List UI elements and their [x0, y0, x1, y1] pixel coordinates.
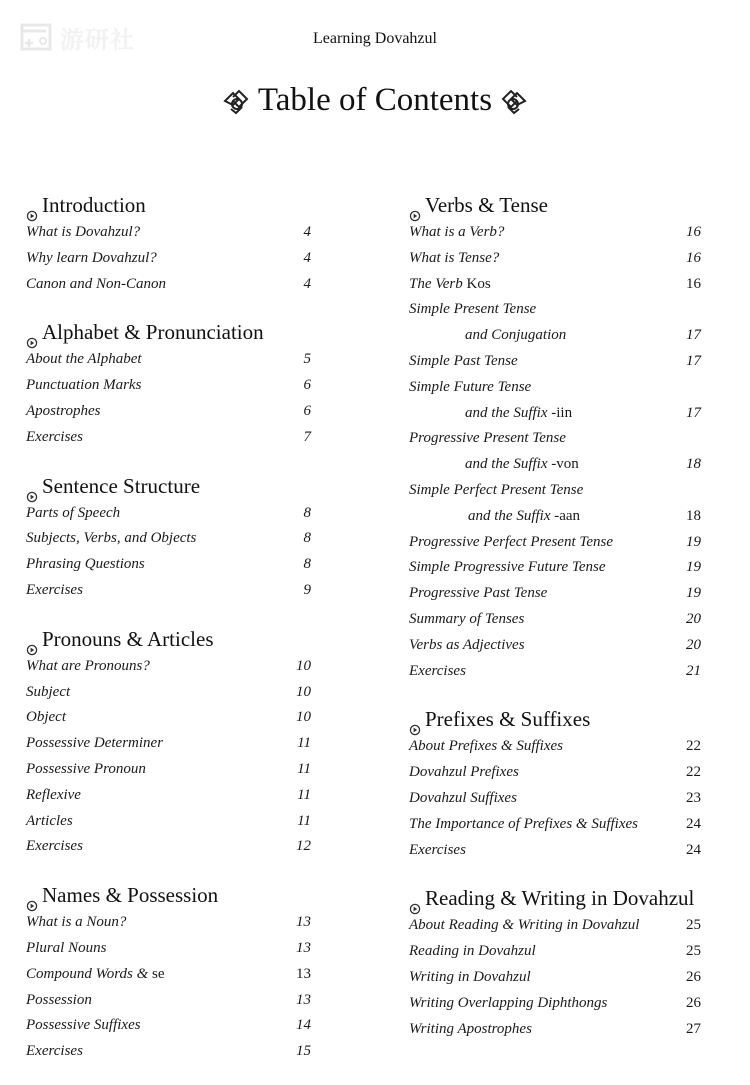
toc-entry[interactable]: [26, 347, 311, 373]
toc-entry-title-segment: Dovahzul Prefixes: [409, 764, 519, 781]
toc-entry-title: [26, 809, 73, 835]
section-heading-text: Prefixes & Suffixes: [425, 707, 591, 732]
toc-entry-page: 18: [686, 507, 701, 524]
play-circle-icon: [26, 200, 38, 212]
toc-entry-title: [26, 680, 70, 706]
toc-entry-title-segment: Possessive Pronoun: [26, 760, 146, 777]
section-heading-text: Pronouns & Articles: [42, 626, 214, 651]
section-heading[interactable]: [409, 883, 701, 913]
toc-entry[interactable]: [409, 760, 701, 786]
toc-entry-title-segment: About the Alphabet: [26, 351, 142, 368]
toc-entry-title: [409, 734, 563, 760]
toc-entry-continuation[interactable]: [409, 504, 701, 530]
toc-entry-title-segment: Apostrophes: [26, 402, 101, 419]
toc-entry-title-segment: and the Suffix: [468, 507, 555, 524]
toc-section: [26, 317, 311, 450]
toc-entry-title-segment: Simple Past Tense: [409, 352, 518, 369]
toc-entry[interactable]: [26, 425, 311, 451]
toc-entry-title-segment: Subject: [26, 683, 71, 700]
toc-entry-title-segment: Simple Perfect Present Tense: [409, 481, 584, 498]
toc-entry[interactable]: [409, 220, 701, 246]
toc-entry[interactable]: [26, 757, 311, 783]
toc-entry-title: [26, 246, 157, 272]
toc-entry-title-segment: Writing Apostrophes: [409, 1020, 532, 1037]
toc-entry-title-segment: Object: [26, 709, 66, 726]
toc-entry-title: [26, 654, 150, 680]
toc-entry-title: [409, 991, 607, 1017]
toc-entry-title-segment: Progressive Present Tense: [409, 430, 566, 447]
toc-entry[interactable]: [409, 991, 701, 1017]
toc-entry-continuation[interactable]: [409, 401, 701, 427]
toc-entry[interactable]: [26, 654, 311, 680]
section-heading-text: Introduction: [42, 193, 146, 217]
toc-entry-title-segment: What is Dovahzul?: [26, 224, 141, 240]
toc-entry-title: [26, 373, 141, 399]
section-heading-text: Verbs & Tense: [425, 193, 548, 217]
toc-section: [409, 883, 701, 1042]
toc-entry-title: [409, 246, 499, 272]
toc-entry[interactable]: [26, 731, 311, 757]
toc-entry-page: 16: [686, 224, 701, 240]
toc-entry-page: 11: [297, 735, 311, 752]
toc-entry[interactable]: [26, 962, 311, 988]
toc-entry[interactable]: [409, 478, 701, 504]
toc-entry-page: 24: [686, 841, 701, 858]
toc-entry-title-segment: Why learn Dovahzul?: [26, 249, 157, 266]
toc-entry-page: 13: [296, 965, 311, 982]
toc-entry-title-segment: Possessive Determiner: [26, 735, 164, 752]
toc-entry-title-segment: Plural Nouns: [26, 939, 107, 956]
toc-entry-page: 18: [686, 456, 701, 473]
toc-entry[interactable]: [409, 786, 701, 812]
watermark-text: 游研社: [60, 25, 135, 54]
toc-entry-title: [409, 323, 566, 349]
toc-entry-page: 17: [686, 404, 701, 421]
toc-entry-continuation[interactable]: [409, 323, 701, 349]
toc-entry-title: [26, 425, 83, 451]
toc-section: [26, 471, 311, 604]
toc-entry-page: 8: [303, 530, 311, 547]
toc-entry-title-segment: About Prefixes & Suffixes: [409, 738, 563, 755]
toc-entry-title: [26, 988, 92, 1014]
toc-entry-page: 24: [686, 815, 701, 832]
toc-entry-title: [409, 838, 466, 864]
toc-entry-title-segment: Progressive Past Tense: [409, 585, 548, 602]
toc-entry-title-segment: Writing Overlapping Diphthongs: [409, 994, 608, 1011]
toc-entry-title-segment: Reading in Dovahzul: [409, 943, 536, 960]
section-heading[interactable]: [26, 624, 311, 654]
toc-entry-title-segment: Parts of Speech: [26, 504, 121, 521]
toc-entry-title-segment: Dovahzul Suffixes: [409, 789, 517, 806]
toc-entry-title: [26, 501, 120, 527]
toc-entry-page: 8: [303, 556, 311, 573]
section-heading[interactable]: [26, 471, 311, 501]
toc-entry-page: 17: [686, 352, 701, 369]
toc-entry-page: 10: [296, 683, 311, 700]
toc-entry[interactable]: [26, 936, 311, 962]
toc-entry-title-segment: Reflexive: [26, 786, 81, 803]
toc-entry-page: 19: [686, 559, 701, 576]
toc-entry-title: [409, 786, 517, 812]
title-row: [0, 82, 750, 119]
toc-entry-title: [409, 452, 579, 478]
toc-entry-title-segment: Exercises: [26, 428, 83, 445]
toc-entry-page: 19: [686, 533, 701, 550]
toc-section: [409, 704, 701, 863]
toc-entry-title-segment: Phrasing Questions: [26, 556, 145, 573]
toc-entry[interactable]: [26, 783, 311, 809]
toc-entry-title: [409, 965, 531, 991]
toc-entry-title-segment: Writing in Dovahzul: [409, 968, 531, 985]
toc-entry-title-segment: The Verb: [409, 275, 467, 292]
toc-entry[interactable]: [26, 373, 311, 399]
toc-entry-title-segment: Compound Words &: [26, 965, 152, 982]
toc-entry-page: 7: [303, 428, 311, 445]
toc-entry-title-segment: Kos: [466, 275, 491, 292]
toc-entry-page: 4: [303, 249, 311, 266]
toc-entry-title: [409, 607, 524, 633]
toc-entry[interactable]: [409, 659, 701, 685]
running-head: Learning Dovahzul: [313, 30, 437, 47]
play-circle-icon: [26, 634, 38, 646]
toc-entry-title-segment: What is a Noun?: [26, 914, 127, 931]
toc-entry-title: [26, 272, 166, 298]
toc-entry-title: [26, 962, 165, 988]
toc-entry[interactable]: [409, 581, 701, 607]
toc-entry-page: 13: [296, 991, 311, 1008]
toc-entry-title: [409, 375, 531, 401]
toc-entry-page: 5: [303, 351, 311, 368]
toc-entry-page: 21: [686, 662, 701, 679]
toc-entry-title: [26, 1039, 83, 1065]
toc-entry[interactable]: [26, 910, 311, 936]
toc-entry-title-segment: Canon and Non-Canon: [26, 275, 167, 292]
toc-entry-title: [409, 939, 536, 965]
section-heading-text: Reading & Writing in Dovahzul: [425, 886, 695, 911]
toc-entry-page: 27: [686, 1020, 701, 1037]
toc-entry-title-segment: About Reading & Writing in Dovahzul: [409, 917, 640, 934]
toc-entry[interactable]: [409, 426, 701, 452]
toc-entry-page: 10: [296, 657, 311, 674]
toc-entry-title: [26, 399, 100, 425]
toc-entry-title-segment: -aan: [554, 507, 581, 524]
toc-entry-title-segment: -iin: [551, 404, 573, 421]
toc-entry[interactable]: [26, 220, 311, 246]
toc-entry-page: 10: [296, 709, 311, 726]
play-circle-icon: [26, 327, 38, 339]
toc-entry-title-segment: and Conjugation: [465, 327, 567, 344]
toc-entry[interactable]: [409, 939, 701, 965]
celtic-knot-icon: [500, 87, 528, 115]
toc-entry[interactable]: [26, 272, 311, 298]
toc-entry[interactable]: [409, 838, 701, 864]
section-heading[interactable]: [409, 704, 701, 734]
section-heading-text: Alphabet & Pronunciation: [42, 320, 264, 345]
toc-entry-title-segment: Simple Future Tense: [409, 378, 532, 395]
toc-entry-title-segment: Exercises: [26, 838, 83, 855]
toc-entry-title: [409, 530, 613, 556]
toc-entry-page: 26: [686, 968, 701, 985]
toc-entry-page: 20: [686, 610, 701, 627]
toc-entry-page: 13: [296, 914, 311, 931]
toc-entry-title: [409, 426, 566, 452]
toc-entry-title: [409, 633, 525, 659]
toc-entry-title-segment: Possessive Suffixes: [26, 1017, 141, 1034]
section-heading-text: Names & Possession: [42, 883, 219, 908]
toc-entry[interactable]: [26, 526, 311, 552]
toc-entry-page: 23: [686, 789, 701, 806]
toc-entry[interactable]: [26, 1013, 311, 1039]
toc-entry-title-segment: What is Tense?: [409, 249, 500, 266]
toc-entry-title: [409, 220, 504, 246]
toc-entry-page: 26: [686, 994, 701, 1011]
toc-entry[interactable]: [26, 988, 311, 1014]
toc-entry-page: 22: [686, 738, 701, 755]
toc-entry-title-segment: se: [152, 965, 165, 982]
toc-entry-title: [26, 834, 83, 860]
toc-entry-title-segment: and the Suffix: [465, 404, 552, 421]
toc-entry-title-segment: -von: [551, 456, 579, 473]
toc-entry-title-segment: and the Suffix: [465, 456, 552, 473]
toc-entry[interactable]: [409, 812, 701, 838]
toc-entry-title-segment: Possession: [26, 991, 92, 1008]
play-circle-icon: [409, 893, 421, 905]
toc-entry-page: 25: [686, 943, 701, 960]
toc-entry-title-segment: Exercises: [409, 841, 466, 858]
toc-entry-page: 16: [686, 275, 701, 292]
play-circle-icon: [409, 714, 421, 726]
toc-entry[interactable]: [409, 349, 701, 375]
toc-entry[interactable]: [409, 246, 701, 272]
toc-entry-title: [26, 731, 163, 757]
toc-entry[interactable]: [26, 578, 311, 604]
toc-entry-title: [409, 297, 536, 323]
toc-entry-title: [26, 705, 66, 731]
toc-entry-title-segment: What are Pronouns?: [26, 657, 150, 674]
toc-entry-title: [26, 757, 146, 783]
toc-entry-title: [26, 552, 145, 578]
toc-entry[interactable]: [409, 965, 701, 991]
toc-entry-page: 11: [297, 760, 311, 777]
toc-entry-page: 9: [303, 581, 311, 598]
toc-entry-title-segment: Simple Present Tense: [409, 301, 537, 318]
play-circle-icon: [409, 200, 421, 212]
toc-entry-title: [409, 272, 491, 298]
toc-entry-page: 6: [303, 402, 311, 419]
toc-entry[interactable]: [409, 607, 701, 633]
toc-entry-page: 16: [686, 249, 701, 266]
toc-entry-continuation[interactable]: [409, 452, 701, 478]
toc-entry-title: [409, 659, 466, 685]
toc-entry-page: 6: [303, 377, 311, 394]
toc-entry[interactable]: [26, 1039, 311, 1065]
toc-entry-title: [409, 478, 583, 504]
toc-entry[interactable]: [409, 272, 701, 298]
toc-entry[interactable]: [26, 705, 311, 731]
toc-entry-title: [409, 504, 580, 530]
toc-entry-title-segment: Subjects, Verbs, and Objects: [26, 530, 197, 547]
toc-entry-title: [409, 812, 638, 838]
section-heading[interactable]: [26, 190, 311, 220]
toc-entry-title: [409, 1017, 532, 1043]
toc-entry-page: 14: [296, 1017, 311, 1034]
toc-entry[interactable]: [409, 1017, 701, 1043]
toc-entry-title-segment: Exercises: [409, 662, 466, 679]
toc-section: [26, 624, 311, 860]
section-heading[interactable]: [26, 317, 311, 347]
toc-entry-page: 4: [303, 224, 311, 240]
toc-entry[interactable]: [409, 913, 701, 939]
toc-entry[interactable]: [26, 680, 311, 706]
toc-entry-title: [26, 1013, 141, 1039]
toc-entry-title: [409, 581, 547, 607]
toc-entry-title: [26, 936, 106, 962]
toc-entry-title-segment: What is a Verb?: [409, 224, 505, 240]
toc-entry-title: [409, 401, 572, 427]
toc-entry-title: [409, 555, 606, 581]
toc-entry[interactable]: [409, 734, 701, 760]
toc-entry-title: [26, 783, 81, 809]
toc-entry-page: 11: [297, 786, 311, 803]
toc-section: [26, 880, 311, 1065]
toc-entry-title-segment: Articles: [26, 812, 73, 829]
toc-entry-title: [26, 526, 196, 552]
toc-entry-page: 15: [296, 1043, 311, 1060]
section-heading[interactable]: [409, 190, 701, 220]
toc-entry[interactable]: [26, 246, 311, 272]
toc-entry-page: 8: [303, 504, 311, 521]
toc-entry-title-segment: Exercises: [26, 1043, 83, 1060]
toc-entry-title: [409, 349, 518, 375]
toc-entry[interactable]: [26, 809, 311, 835]
toc-entry-page: 20: [686, 636, 701, 653]
toc-entry-page: 4: [303, 275, 311, 292]
toc-entry-page: 25: [686, 917, 701, 934]
toc-entry[interactable]: [409, 633, 701, 659]
toc-entry[interactable]: [409, 555, 701, 581]
celtic-knot-icon: [222, 87, 250, 115]
toc-entry-page: 13: [296, 939, 311, 956]
toc-entry-title: [26, 347, 142, 373]
toc-entry[interactable]: [26, 501, 311, 527]
toc-entry-title-segment: Verbs as Adjectives: [409, 636, 525, 653]
toc-entry[interactable]: [26, 399, 311, 425]
toc-entry-title: [26, 578, 83, 604]
toc-entry-page: 22: [686, 764, 701, 781]
toc-entry[interactable]: [409, 375, 701, 401]
page-title: Table of Contents: [257, 82, 493, 118]
toc-entry-page: 11: [297, 812, 311, 829]
toc-entry-title: [26, 910, 126, 936]
toc-entry-title-segment: Summary of Tenses: [409, 610, 525, 627]
play-circle-icon: [26, 890, 38, 902]
toc-entry-title: [409, 913, 639, 939]
toc-entry-title-segment: Simple Progressive Future Tense: [409, 559, 606, 576]
toc-entry[interactable]: [26, 552, 311, 578]
toc-section: [409, 190, 701, 684]
section-heading-text: Sentence Structure: [42, 473, 201, 498]
section-heading[interactable]: [26, 880, 311, 910]
toc-entry-title-segment: Exercises: [26, 581, 83, 598]
toc-entry-title-segment: Punctuation Marks: [26, 377, 142, 394]
toc-entry-title-segment: Progressive Perfect Present Tense: [409, 533, 613, 550]
toc-entry[interactable]: [409, 297, 701, 323]
toc-entry-title-segment: The Importance of Prefixes & Suffixes: [409, 815, 638, 832]
toc-entry-page: 17: [686, 327, 701, 344]
toc-entry-page: 12: [296, 838, 311, 855]
toc-section: [26, 190, 311, 297]
toc-entry[interactable]: [26, 834, 311, 860]
toc-entry-page: 19: [686, 585, 701, 602]
toc-column-right: [409, 190, 701, 1062]
toc-entry[interactable]: [409, 530, 701, 556]
toc-column-left: [26, 190, 311, 1085]
toc-entry-title: [26, 220, 140, 246]
toc-entry-title: [409, 760, 519, 786]
play-circle-icon: [26, 481, 38, 493]
